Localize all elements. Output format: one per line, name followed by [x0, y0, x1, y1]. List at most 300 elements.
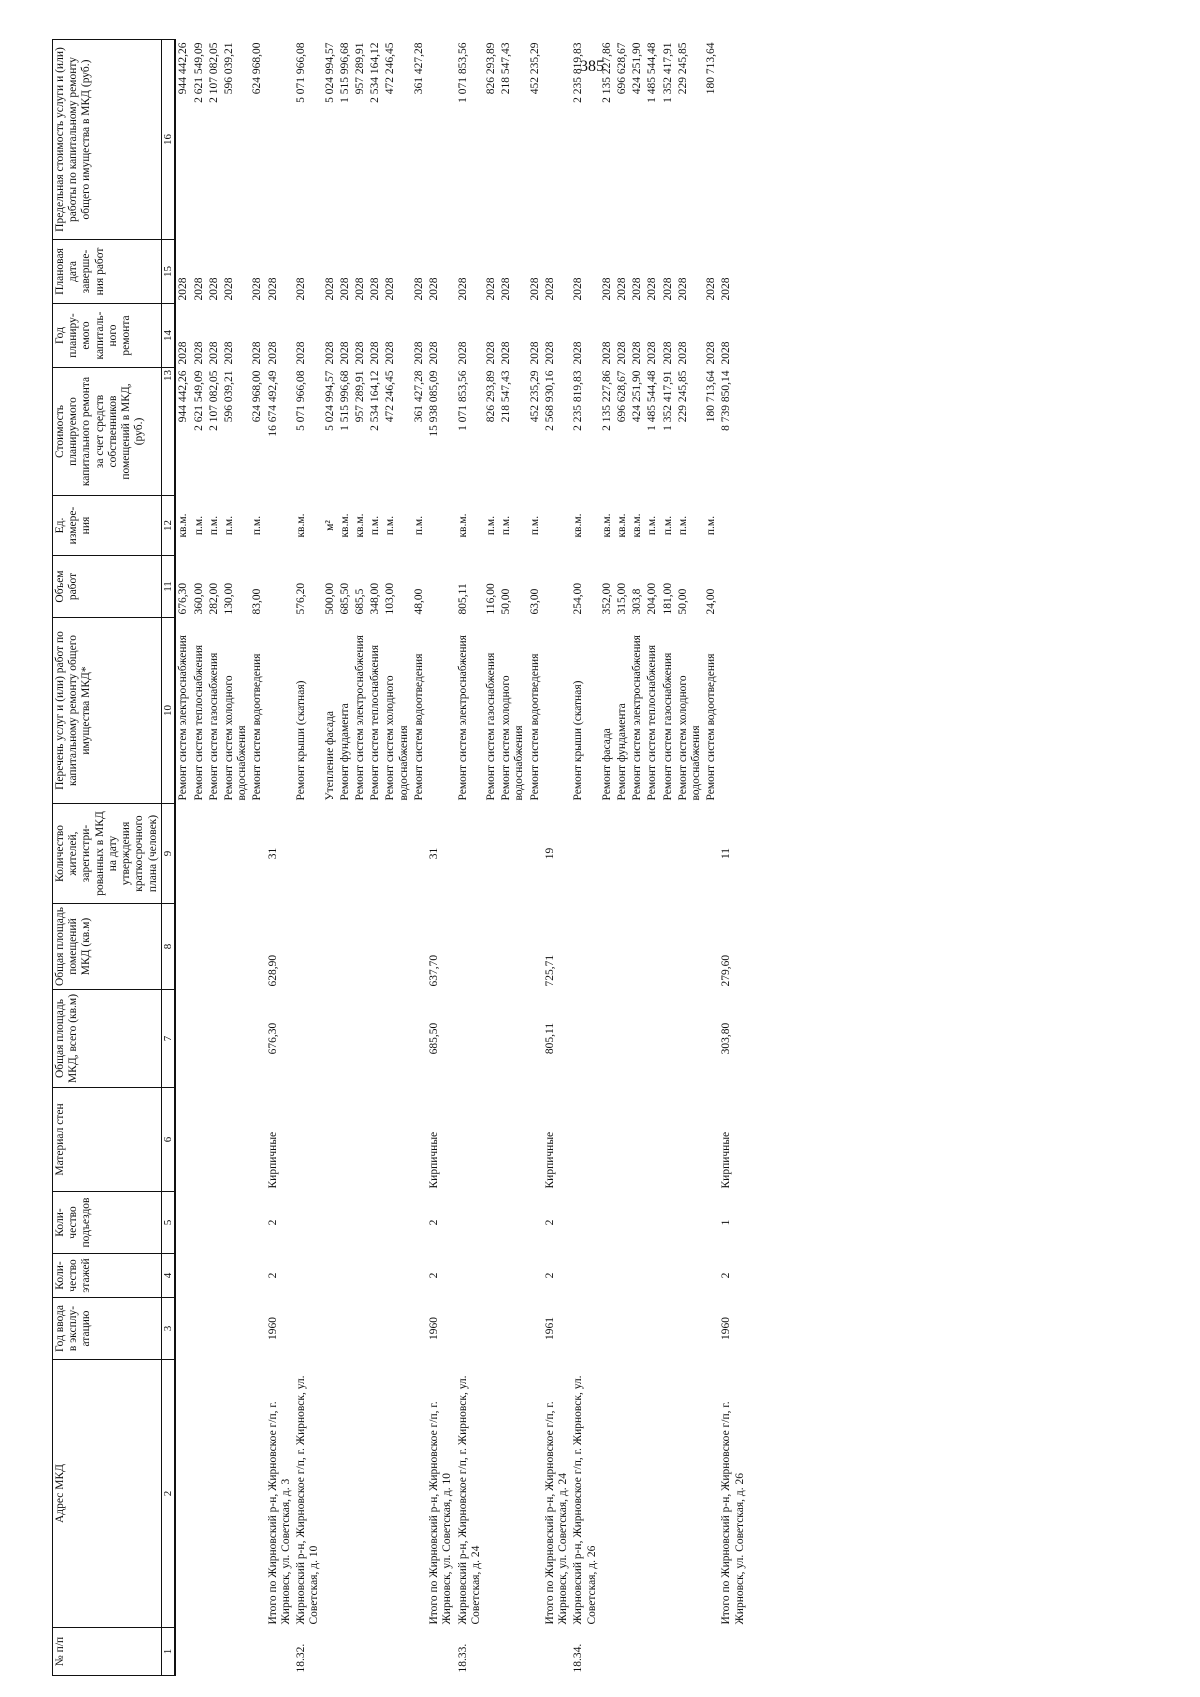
unit-cell: [543, 496, 571, 556]
column-number: 10: [161, 618, 175, 804]
wall-material-cell: [353, 1088, 368, 1192]
repair-year-cell: 2028: [631, 341, 644, 365]
work-volume-cell: 352,00: [600, 582, 613, 615]
unit-cell: п.м.: [251, 515, 264, 536]
entrances-cell: [600, 1192, 615, 1254]
total-area-cell: [353, 990, 368, 1088]
floors-cell: [704, 1254, 719, 1298]
unit-cell: кв.м.: [177, 513, 190, 538]
repair-year-cell: 2028: [615, 341, 628, 365]
entrances-cell: [499, 1192, 527, 1254]
address-cell: [484, 1360, 499, 1628]
unit-cell: кв.м.: [456, 513, 469, 538]
header-cell: Ед. измере-ния: [53, 496, 162, 556]
row-number-cell: [192, 1628, 207, 1676]
max-cost-cell: 1 352 417,91: [661, 42, 674, 103]
repair-year-cell: 2028: [646, 341, 659, 365]
max-cost-cell: 2 235 819,83: [572, 42, 585, 103]
planned-cost-cell: 624 968,00: [251, 370, 264, 423]
address-cell: [661, 1360, 676, 1628]
max-cost-cell: [427, 40, 455, 240]
premises-area-cell: [368, 904, 383, 990]
wall-material-cell: [528, 1088, 543, 1192]
year-built-cell: [294, 1298, 322, 1360]
repair-year-cell: 2028: [384, 341, 397, 365]
work-type-cell: Ремонт систем электроснабжения: [354, 635, 367, 801]
unit-cell: [427, 496, 455, 556]
wall-material-cell: [250, 1088, 265, 1192]
completion-date-cell: 2028: [543, 277, 556, 301]
max-cost-cell: 1 485 544,48: [646, 42, 659, 103]
rotated-table-container: [52, 40, 1186, 1676]
premises-area-cell: [571, 904, 599, 990]
repair-year-cell: 2028: [295, 341, 308, 365]
work-type-cell: [427, 618, 455, 804]
planned-cost-cell: 596 039,21: [223, 370, 236, 423]
table-row: [719, 40, 756, 1676]
premises-area-cell: [323, 904, 338, 990]
work-type-cell: Ремонт фундамента: [338, 703, 351, 801]
entrances-cell: [323, 1192, 338, 1254]
repair-year-cell: 2028: [456, 341, 469, 365]
address-cell: [353, 1360, 368, 1628]
wall-material-cell: Кирпичные: [543, 1131, 556, 1189]
residents-cell: [456, 804, 484, 904]
total-area-cell: [207, 990, 222, 1088]
entrances-cell: [207, 1192, 222, 1254]
total-area-cell: [368, 990, 383, 1088]
max-cost-cell: 596 039,21: [223, 42, 236, 95]
total-area-cell: 676,30: [266, 1022, 279, 1055]
residents-cell: 31: [266, 847, 279, 860]
entrances-cell: [571, 1192, 599, 1254]
header-cell: Коли-чество этажей: [53, 1254, 162, 1298]
row-number-cell: [499, 1628, 527, 1676]
table-row: [456, 40, 484, 1676]
entrances-cell: 1: [720, 1219, 733, 1226]
floors-cell: [661, 1254, 676, 1298]
premises-area-cell: [412, 904, 427, 990]
max-cost-cell: 957 289,91: [354, 42, 367, 95]
total-area-cell: [499, 990, 527, 1088]
year-built-cell: 1961: [543, 1317, 556, 1340]
entrances-cell: [175, 1192, 191, 1254]
unit-cell: кв.м.: [631, 513, 644, 538]
max-cost-cell: 361 427,28: [412, 42, 425, 95]
table-row: [266, 40, 294, 1676]
wall-material-cell: [704, 1088, 719, 1192]
work-type-cell: Ремонт систем теплоснабжения: [369, 644, 382, 801]
max-cost-cell: 2 621 549,09: [192, 42, 205, 103]
work-volume-cell: 685,50: [338, 582, 351, 615]
floors-cell: 2: [428, 1272, 441, 1279]
max-cost-cell: 944 442,26: [177, 42, 190, 95]
table-row: [175, 40, 191, 1676]
max-cost-cell: 452 235,29: [528, 42, 541, 95]
table-row: [600, 40, 615, 1676]
repair-year-cell: 2028: [600, 341, 613, 365]
year-built-cell: [250, 1298, 265, 1360]
repair-year-cell: 2028: [661, 341, 674, 365]
total-area-cell: [250, 990, 265, 1088]
total-area-cell: [323, 990, 338, 1088]
completion-date-cell: 2028: [456, 277, 469, 301]
entrances-cell: [704, 1192, 719, 1254]
unit-cell: [719, 496, 756, 556]
max-cost-cell: 2 135 227,86: [600, 42, 613, 103]
year-built-cell: [175, 1298, 191, 1360]
address-cell: [528, 1360, 543, 1628]
floors-cell: 2: [543, 1272, 556, 1279]
year-built-cell: [528, 1298, 543, 1360]
premises-area-cell: [383, 904, 411, 990]
work-type-cell: Ремонт систем водоотведения: [528, 653, 541, 801]
total-area-cell: [338, 990, 353, 1088]
work-volume-cell: [266, 556, 294, 618]
year-built-cell: [484, 1298, 499, 1360]
address-cell: [222, 1360, 250, 1628]
work-type-cell: Ремонт систем теплоснабжения: [192, 644, 205, 801]
repair-year-cell: 2028: [428, 341, 441, 365]
wall-material-cell: Кирпичные: [720, 1131, 733, 1189]
wall-material-cell: [338, 1088, 353, 1192]
planned-cost-cell: 1 071 853,56: [456, 370, 469, 431]
residents-cell: [676, 804, 704, 904]
address-cell: Жирновский р-н, Жирновское г/п, г. Жирновск, ул. Советская, д. 10: [295, 1375, 321, 1625]
year-built-cell: 1960: [720, 1317, 733, 1340]
column-number: 4: [161, 1254, 175, 1298]
floors-cell: 2: [720, 1272, 733, 1279]
planned-cost-cell: 2 107 082,05: [207, 370, 220, 431]
completion-date-cell: 2028: [251, 277, 264, 301]
premises-area-cell: [338, 904, 353, 990]
column-number: 12: [161, 496, 175, 556]
entrances-cell: [222, 1192, 250, 1254]
work-volume-cell: 116,00: [484, 583, 497, 615]
wall-material-cell: [456, 1088, 484, 1192]
completion-date-cell: 2028: [572, 277, 585, 301]
floors-cell: [600, 1254, 615, 1298]
completion-date-cell: 2028: [528, 277, 541, 301]
column-number: 13: [161, 368, 175, 496]
total-area-cell: [528, 990, 543, 1088]
residents-cell: [222, 804, 250, 904]
residents-cell: [484, 804, 499, 904]
unit-cell: кв.м.: [600, 513, 613, 538]
year-built-cell: [661, 1298, 676, 1360]
header-cell: Год планиру-емого капиталь-ного ремонта: [53, 304, 162, 368]
work-volume-cell: 348,00: [369, 582, 382, 615]
premises-area-cell: 637,70: [428, 954, 441, 987]
completion-date-cell: 2028: [192, 277, 205, 301]
address-cell: [323, 1360, 338, 1628]
residents-cell: [600, 804, 615, 904]
work-volume-cell: 204,00: [646, 582, 659, 615]
work-volume-cell: 315,00: [615, 582, 628, 615]
planned-cost-cell: 2 235 819,83: [572, 370, 585, 431]
entrances-cell: [456, 1192, 484, 1254]
entrances-cell: [294, 1192, 322, 1254]
unit-cell: п.м.: [705, 515, 718, 536]
premises-area-cell: [645, 904, 660, 990]
work-volume-cell: 130,00: [223, 582, 236, 615]
floors-cell: [222, 1254, 250, 1298]
work-volume-cell: 500,00: [323, 582, 336, 615]
max-cost-cell: 826 293,89: [484, 42, 497, 95]
address-cell: [338, 1360, 353, 1628]
entrances-cell: [630, 1192, 645, 1254]
floors-cell: 2: [266, 1272, 279, 1279]
table-row: [353, 40, 368, 1676]
row-number-cell: [676, 1628, 704, 1676]
planned-cost-cell: 2 568 930,16: [543, 370, 556, 431]
completion-date-cell: 2028: [615, 277, 628, 301]
address-cell: [192, 1360, 207, 1628]
total-area-cell: [412, 990, 427, 1088]
residents-cell: [630, 804, 645, 904]
page-number: 385: [580, 58, 604, 75]
column-number: 6: [161, 1088, 175, 1192]
planned-cost-cell: 218 547,43: [500, 370, 513, 423]
residents-cell: [661, 804, 676, 904]
max-cost-cell: 218 547,43: [500, 42, 513, 95]
premises-area-cell: [528, 904, 543, 990]
planned-cost-cell: 1 515 996,68: [338, 370, 351, 431]
premises-area-cell: [192, 904, 207, 990]
wall-material-cell: Кирпичные: [266, 1131, 279, 1189]
floors-cell: [383, 1254, 411, 1298]
max-cost-cell: 2 534 164,12: [369, 42, 382, 103]
unit-cell: п.м.: [369, 515, 382, 536]
row-number-cell: [427, 1628, 455, 1676]
row-number-cell: [600, 1628, 615, 1676]
entrances-cell: [383, 1192, 411, 1254]
row-number-cell: [528, 1628, 543, 1676]
premises-area-cell: [676, 904, 704, 990]
completion-date-cell: 2028: [207, 277, 220, 301]
header-cell: № п/п: [53, 1628, 162, 1676]
header-cell: Плановая дата заверше-ния работ: [53, 240, 162, 304]
header-cell: Адрес МКД: [53, 1360, 162, 1628]
entrances-cell: [250, 1192, 265, 1254]
completion-date-cell: 2028: [177, 277, 190, 301]
repair-year-cell: 2028: [192, 341, 205, 365]
unit-cell: кв.м.: [572, 513, 585, 538]
row-number-cell: [353, 1628, 368, 1676]
planned-cost-cell: 452 235,29: [528, 370, 541, 423]
max-cost-cell: [266, 40, 294, 240]
premises-area-cell: [499, 904, 527, 990]
floors-cell: [615, 1254, 630, 1298]
table-row: [338, 40, 353, 1676]
floors-cell: [192, 1254, 207, 1298]
repair-year-cell: 2028: [338, 341, 351, 365]
row-number-cell: [175, 1628, 191, 1676]
row-number-cell: [412, 1628, 427, 1676]
completion-date-cell: 2028: [720, 277, 733, 301]
unit-cell: п.м.: [500, 515, 513, 536]
entrances-cell: [645, 1192, 660, 1254]
address-cell: [630, 1360, 645, 1628]
floors-cell: [207, 1254, 222, 1298]
completion-date-cell: 2028: [266, 277, 279, 301]
row-number-cell: [383, 1628, 411, 1676]
column-number: 2: [161, 1360, 175, 1628]
planned-cost-cell: 5 024 994,57: [323, 370, 336, 431]
work-type-cell: Ремонт систем холодного водоснабжения: [223, 675, 249, 801]
work-volume-cell: 360,00: [192, 582, 205, 615]
premises-area-cell: [207, 904, 222, 990]
floors-cell: [294, 1254, 322, 1298]
planned-cost-cell: 8 739 850,14: [720, 370, 733, 431]
unit-cell: кв.м.: [295, 513, 308, 538]
year-built-cell: [383, 1298, 411, 1360]
premises-area-cell: [704, 904, 719, 990]
row-number-cell: [484, 1628, 499, 1676]
floors-cell: [323, 1254, 338, 1298]
wall-material-cell: [368, 1088, 383, 1192]
max-cost-cell: 5 024 994,57: [323, 42, 336, 103]
header-cell: Объем работ: [53, 556, 162, 618]
row-number-cell: [543, 1628, 571, 1676]
unit-cell: п.м.: [528, 515, 541, 536]
table-row: [499, 40, 527, 1676]
work-volume-cell: [427, 556, 455, 618]
wall-material-cell: [645, 1088, 660, 1192]
repair-year-cell: 2028: [412, 341, 425, 365]
column-number: 16: [161, 40, 175, 240]
planned-cost-cell: 361 427,28: [412, 370, 425, 423]
wall-material-cell: [571, 1088, 599, 1192]
completion-date-cell: 2028: [676, 277, 689, 301]
entrances-cell: [528, 1192, 543, 1254]
repair-year-cell: 2028: [354, 341, 367, 365]
completion-date-cell: 2028: [412, 277, 425, 301]
work-type-cell: Ремонт систем газоснабжения: [661, 652, 674, 801]
work-type-cell: Утепление фасада: [323, 711, 336, 801]
work-volume-cell: 50,00: [676, 588, 689, 615]
completion-date-cell: 2028: [705, 277, 718, 301]
row-number-cell: [266, 1628, 294, 1676]
planned-cost-cell: 2 534 164,12: [369, 370, 382, 431]
residents-cell: 11: [720, 847, 733, 860]
table-row: [412, 40, 427, 1676]
header-cell: Год ввода в эксплу-атацию: [53, 1298, 162, 1360]
completion-date-cell: 2028: [428, 277, 441, 301]
row-number-cell: 18.34.: [572, 1643, 585, 1673]
work-volume-cell: 24,00: [705, 588, 718, 615]
table-row: [676, 40, 704, 1676]
column-number: 9: [161, 804, 175, 904]
entrances-cell: [412, 1192, 427, 1254]
residents-cell: 31: [428, 847, 441, 860]
year-built-cell: [207, 1298, 222, 1360]
table-row: [571, 40, 599, 1676]
entrances-cell: [615, 1192, 630, 1254]
work-type-cell: Ремонт систем водоотведения: [705, 653, 718, 801]
floors-cell: [484, 1254, 499, 1298]
repair-year-cell: 2028: [323, 341, 336, 365]
unit-cell: п.м.: [412, 515, 425, 536]
work-type-cell: Ремонт систем газоснабжения: [207, 652, 220, 801]
address-cell: [368, 1360, 383, 1628]
premises-area-cell: [222, 904, 250, 990]
row-number-cell: [338, 1628, 353, 1676]
header-cell: Материал стен: [53, 1088, 162, 1192]
work-type-cell: Ремонт систем теплоснабжения: [646, 644, 659, 801]
planned-cost-cell: 696 628,67: [615, 370, 628, 423]
total-area-cell: [600, 990, 615, 1088]
unit-cell: кв.м.: [338, 513, 351, 538]
completion-date-cell: 2028: [484, 277, 497, 301]
residents-cell: [353, 804, 368, 904]
premises-area-cell: [661, 904, 676, 990]
table-row: [615, 40, 630, 1676]
planned-cost-cell: 2 621 549,09: [192, 370, 205, 431]
table-row: [484, 40, 499, 1676]
floors-cell: [353, 1254, 368, 1298]
premises-area-cell: [175, 904, 191, 990]
year-built-cell: [338, 1298, 353, 1360]
year-built-cell: 1960: [266, 1317, 279, 1340]
year-built-cell: [323, 1298, 338, 1360]
work-type-cell: Ремонт систем электроснабжения: [456, 635, 469, 801]
residents-cell: [412, 804, 427, 904]
premises-area-cell: [630, 904, 645, 990]
row-number-cell: [719, 1628, 756, 1676]
wall-material-cell: [600, 1088, 615, 1192]
repair-year-cell: 2028: [572, 341, 585, 365]
address-cell: [250, 1360, 265, 1628]
premises-area-cell: [615, 904, 630, 990]
completion-date-cell: 2028: [600, 277, 613, 301]
table-row: [543, 40, 571, 1676]
address-cell: Жирновский р-н, Жирновское г/п, г. Жирновск, ул. Советская, д. 24: [456, 1375, 482, 1625]
unit-cell: п.м.: [223, 515, 236, 536]
repair-year-cell: 2028: [720, 341, 733, 365]
premises-area-cell: [294, 904, 322, 990]
unit-cell: п.м.: [384, 515, 397, 536]
max-cost-cell: [543, 40, 571, 240]
work-volume-cell: 303,8: [631, 588, 644, 615]
year-built-cell: [456, 1298, 484, 1360]
residents-cell: [368, 804, 383, 904]
row-number-cell: [368, 1628, 383, 1676]
completion-date-cell: 2028: [631, 277, 644, 301]
table-row: [427, 40, 455, 1676]
premises-area-cell: [456, 904, 484, 990]
max-cost-cell: 180 713,64: [705, 42, 718, 95]
planned-cost-cell: 2 135 227,86: [600, 370, 613, 431]
row-number-cell: [630, 1628, 645, 1676]
work-type-cell: [266, 618, 294, 804]
completion-date-cell: 2028: [646, 277, 659, 301]
premises-area-cell: 628,90: [266, 954, 279, 987]
total-area-cell: [676, 990, 704, 1088]
row-number-cell: [661, 1628, 676, 1676]
wall-material-cell: [175, 1088, 191, 1192]
entrances-cell: 2: [543, 1219, 556, 1226]
work-type-cell: Ремонт систем водоотведения: [251, 653, 264, 801]
work-volume-cell: 254,00: [572, 582, 585, 615]
total-area-cell: [383, 990, 411, 1088]
wall-material-cell: [484, 1088, 499, 1192]
planned-cost-cell: 1 352 417,91: [661, 370, 674, 431]
table-row: [250, 40, 265, 1676]
work-type-cell: Ремонт крыши (скатная): [572, 680, 585, 801]
work-volume-cell: 181,00: [661, 582, 674, 615]
entrances-cell: [676, 1192, 704, 1254]
